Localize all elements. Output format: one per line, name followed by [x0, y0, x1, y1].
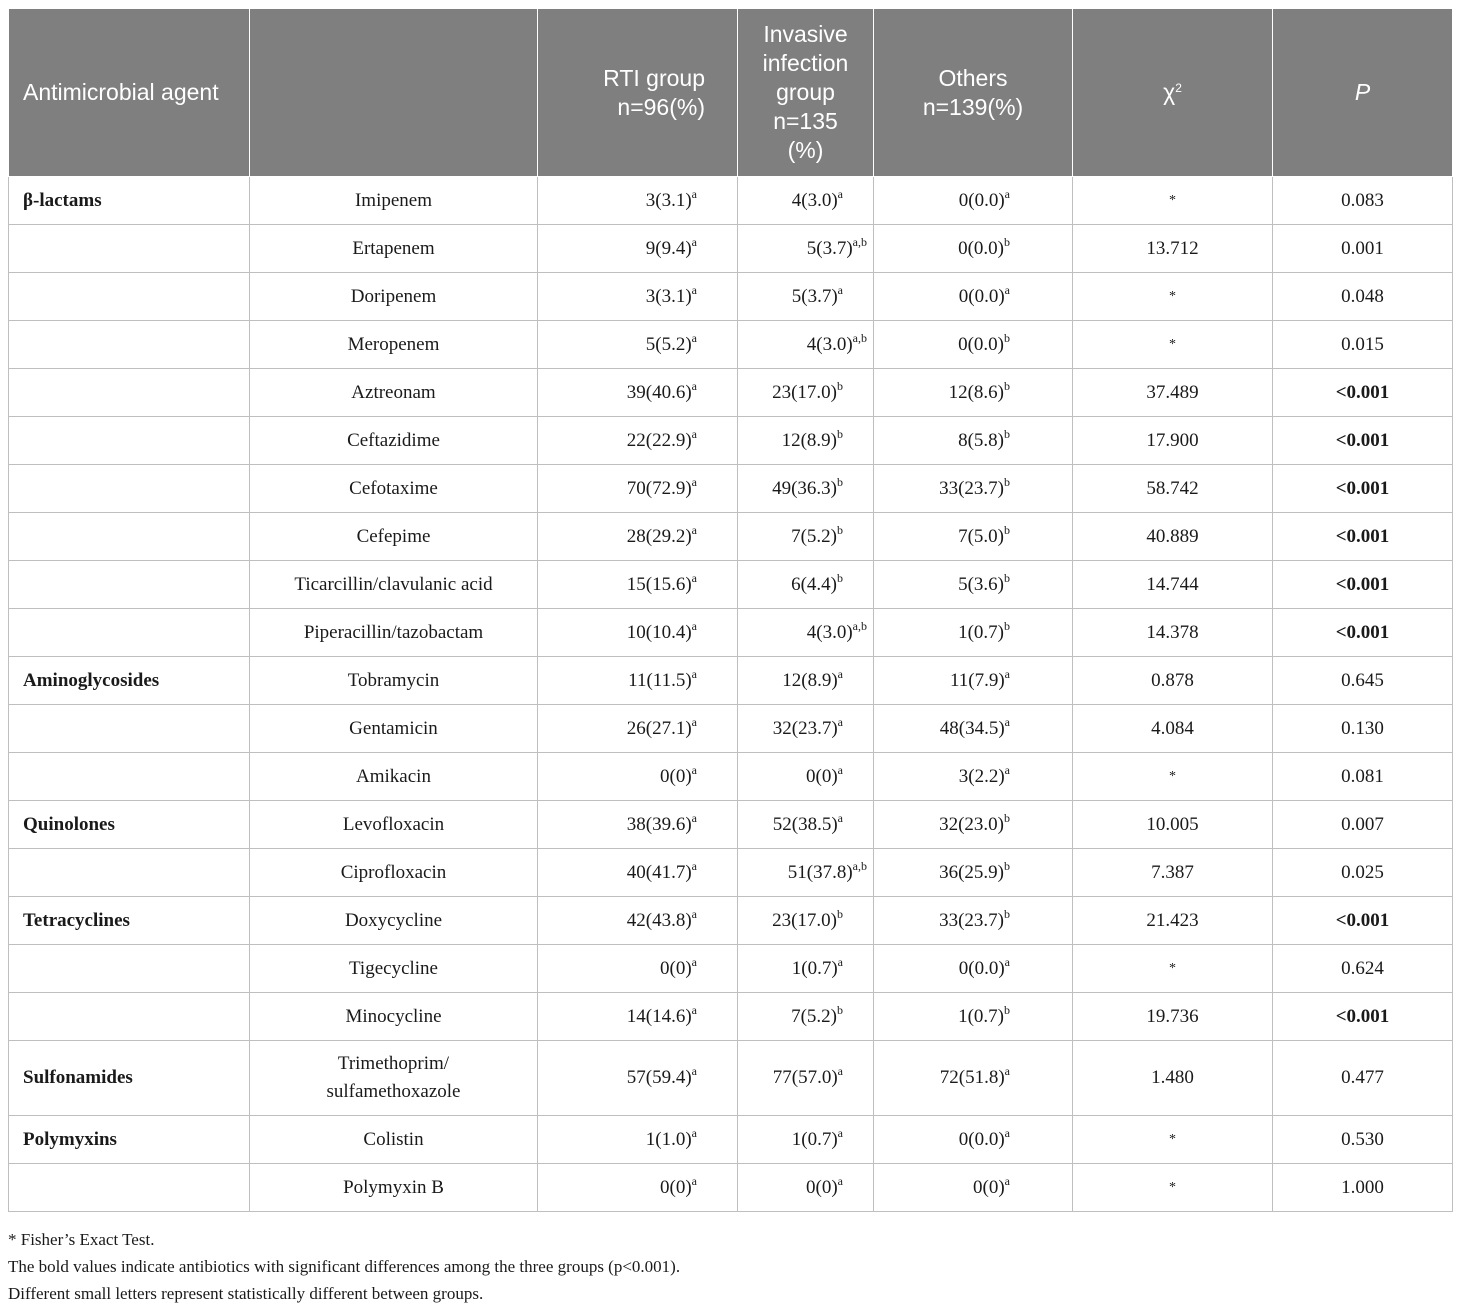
p-value-cell: 0.007 [1273, 801, 1453, 849]
table-row [9, 1164, 1453, 1212]
rti-value-cell: $5(5.2)^a$ [538, 321, 738, 369]
invasive-value-cell: $5(3.7)^a$ [738, 273, 874, 321]
others-value-cell: $3(2.2)^a$ [874, 753, 1073, 801]
others-value-cell: $0(0.0)^b$ [874, 225, 1073, 273]
category-cell [9, 705, 250, 753]
others-value-cell: $12(8.6)^b$ [874, 369, 1073, 417]
table-row [9, 897, 1453, 945]
table-row [9, 177, 1453, 225]
drug-name-cell: Ciprofloxacin [250, 849, 538, 897]
drug-name-cell: Doripenem [250, 273, 538, 321]
others-value-cell: $8(5.8)^b$ [874, 417, 1073, 465]
invasive-value-cell: $23(17.0)^b$ [738, 369, 874, 417]
drug-name-cell: Ticarcillin/clavulanic acid [250, 561, 538, 609]
rti-value-cell: $57(59.4)^a$ [538, 1041, 738, 1116]
rti-value-cell: $0(0)^a$ [538, 1164, 738, 1212]
invasive-value-cell: $12(8.9)^b$ [738, 417, 874, 465]
drug-name-cell: Ceftazidime [250, 417, 538, 465]
drug-name-cell: Meropenem [250, 321, 538, 369]
invasive-value-cell: $6(4.4)^b$ [738, 561, 874, 609]
drug-name-cell: Tobramycin [250, 657, 538, 705]
drug-name-cell: Ertapenem [250, 225, 538, 273]
p-value-cell: <0.001 [1273, 561, 1453, 609]
category-cell [9, 609, 250, 657]
p-value-cell: <0.001 [1273, 993, 1453, 1041]
category-cell [9, 513, 250, 561]
category-cell [9, 321, 250, 369]
p-value-cell: <0.001 [1273, 609, 1453, 657]
category-cell [9, 945, 250, 993]
invasive-value-cell: $77(57.0)^a$ [738, 1041, 874, 1116]
p-value-cell: <0.001 [1273, 369, 1453, 417]
table-row [9, 561, 1453, 609]
invasive-value-cell: $1(0.7)^a$ [738, 945, 874, 993]
chi-square-cell: * [1073, 1116, 1273, 1164]
others-value-cell: $1(0.7)^b$ [874, 609, 1073, 657]
table-row [9, 1116, 1453, 1164]
category-cell [9, 225, 250, 273]
category-cell [9, 369, 250, 417]
chi-square-cell: 58.742 [1073, 465, 1273, 513]
drug-name-cell: Polymyxin B [250, 1164, 538, 1212]
category-cell: Quinolones [9, 801, 250, 849]
footnote-bold: The bold values indicate antibiotics with significant differences among the three groups (p<0.001). [8, 1257, 681, 1276]
category-cell: Sulfonamides [9, 1041, 250, 1116]
header-rti-group: RTI group n=96(%) [538, 9, 738, 177]
category-cell [9, 465, 250, 513]
rti-value-cell: $11(11.5)^a$ [538, 657, 738, 705]
rti-value-cell: $28(29.2)^a$ [538, 513, 738, 561]
rti-value-cell: $3(3.1)^a$ [538, 177, 738, 225]
p-value-cell: 1.000 [1273, 1164, 1453, 1212]
invasive-value-cell: $0(0)^a$ [738, 753, 874, 801]
others-value-cell: $1(0.7)^b$ [874, 993, 1073, 1041]
footnote-fisher: * Fisher’s Exact Test. [8, 1230, 155, 1249]
category-cell: Polymyxins [9, 1116, 250, 1164]
table-footnotes [8, 1226, 680, 1307]
others-value-cell: $0(0.0)^a$ [874, 273, 1073, 321]
drug-name-cell: Levofloxacin [250, 801, 538, 849]
invasive-value-cell: $0(0)^a$ [738, 1164, 874, 1212]
rti-value-cell: $1(1.0)^a$ [538, 1116, 738, 1164]
rti-value-cell: $3(3.1)^a$ [538, 273, 738, 321]
invasive-value-cell: $5(3.7)^{a,b}$ [738, 225, 874, 273]
chi-square-cell: 19.736 [1073, 993, 1273, 1041]
table-row [9, 801, 1453, 849]
p-value-cell: 0.025 [1273, 849, 1453, 897]
rti-value-cell: $14(14.6)^a$ [538, 993, 738, 1041]
table-row [9, 609, 1453, 657]
invasive-value-cell: $7(5.2)^b$ [738, 513, 874, 561]
drug-name-cell: Tigecycline [250, 945, 538, 993]
chi-square-cell: 37.489 [1073, 369, 1273, 417]
drug-name-cell: Colistin [250, 1116, 538, 1164]
category-cell [9, 417, 250, 465]
others-value-cell: $0(0.0)^a$ [874, 1116, 1073, 1164]
chi-square-cell: 0.878 [1073, 657, 1273, 705]
p-value-cell: 0.530 [1273, 1116, 1453, 1164]
chi-square-cell: 13.712 [1073, 225, 1273, 273]
others-value-cell: $33(23.7)^b$ [874, 897, 1073, 945]
rti-value-cell: $39(40.6)^a$ [538, 369, 738, 417]
category-cell [9, 849, 250, 897]
category-cell: β-lactams [9, 177, 250, 225]
others-value-cell: $11(7.9)^a$ [874, 657, 1073, 705]
p-value-cell: <0.001 [1273, 513, 1453, 561]
table-row [9, 993, 1453, 1041]
p-value-cell: 0.081 [1273, 753, 1453, 801]
rti-value-cell: $9(9.4)^a$ [538, 225, 738, 273]
invasive-value-cell: $23(17.0)^b$ [738, 897, 874, 945]
category-cell [9, 993, 250, 1041]
header-chi-square: $\chi^2$ [1073, 9, 1273, 177]
table-row [9, 321, 1453, 369]
others-value-cell: $0(0.0)^a$ [874, 177, 1073, 225]
category-cell: Tetracyclines [9, 897, 250, 945]
p-value-cell: 0.130 [1273, 705, 1453, 753]
invasive-value-cell: $1(0.7)^a$ [738, 1116, 874, 1164]
rti-value-cell: $70(72.9)^a$ [538, 465, 738, 513]
p-value-cell: 0.015 [1273, 321, 1453, 369]
table-row [9, 657, 1453, 705]
table-row [9, 945, 1453, 993]
table-row [9, 465, 1453, 513]
results-table [8, 8, 1453, 1212]
table-row [9, 273, 1453, 321]
drug-name-cell: Cefepime [250, 513, 538, 561]
table-row [9, 753, 1453, 801]
chi-square-cell: 1.480 [1073, 1041, 1273, 1116]
category-cell: Aminoglycosides [9, 657, 250, 705]
chi-square-cell: 14.744 [1073, 561, 1273, 609]
chi-square-cell: 14.378 [1073, 609, 1273, 657]
header-invasive-group: Invasive infection group n=135 (%) [738, 9, 874, 177]
drug-name-cell: Trimethoprim/ sulfamethoxazole [250, 1041, 538, 1116]
table-row [9, 417, 1453, 465]
rti-value-cell: $26(27.1)^a$ [538, 705, 738, 753]
rti-value-cell: $38(39.6)^a$ [538, 801, 738, 849]
p-value-cell: 0.083 [1273, 177, 1453, 225]
category-cell [9, 753, 250, 801]
header-agent: Antimicrobial agent [9, 9, 250, 177]
p-value-cell: 0.001 [1273, 225, 1453, 273]
drug-name-cell: Amikacin [250, 753, 538, 801]
others-value-cell: $0(0)^a$ [874, 1164, 1073, 1212]
p-value-cell: <0.001 [1273, 417, 1453, 465]
p-value-cell: 0.645 [1273, 657, 1453, 705]
header-p-value: P [1273, 9, 1453, 177]
drug-name-cell: Gentamicin [250, 705, 538, 753]
invasive-value-cell: $32(23.7)^a$ [738, 705, 874, 753]
invasive-value-cell: $4(3.0)^{a,b}$ [738, 609, 874, 657]
chi-square-cell: * [1073, 273, 1273, 321]
drug-name-cell: Aztreonam [250, 369, 538, 417]
rti-value-cell: $42(43.8)^a$ [538, 897, 738, 945]
p-value-cell: 0.048 [1273, 273, 1453, 321]
others-value-cell: $72(51.8)^a$ [874, 1041, 1073, 1116]
invasive-value-cell: $4(3.0)^a$ [738, 177, 874, 225]
invasive-value-cell: $52(38.5)^a$ [738, 801, 874, 849]
others-value-cell: $48(34.5)^a$ [874, 705, 1073, 753]
table-row [9, 513, 1453, 561]
chi-square-cell: * [1073, 1164, 1273, 1212]
invasive-value-cell: $51(37.8)^{a,b}$ [738, 849, 874, 897]
rti-value-cell: $40(41.7)^a$ [538, 849, 738, 897]
header-row [9, 9, 1453, 177]
p-value-cell: <0.001 [1273, 897, 1453, 945]
chi-square-cell: * [1073, 945, 1273, 993]
others-value-cell: $36(25.9)^b$ [874, 849, 1073, 897]
rti-value-cell: $0(0)^a$ [538, 945, 738, 993]
chi-square-cell: 40.889 [1073, 513, 1273, 561]
others-value-cell: $0(0.0)^a$ [874, 945, 1073, 993]
rti-value-cell: $10(10.4)^a$ [538, 609, 738, 657]
rti-value-cell: $0(0)^a$ [538, 753, 738, 801]
chi-square-cell: 7.387 [1073, 849, 1273, 897]
table-row [9, 705, 1453, 753]
chi-square-cell: 17.900 [1073, 417, 1273, 465]
category-cell [9, 273, 250, 321]
invasive-value-cell: $7(5.2)^b$ [738, 993, 874, 1041]
p-value-cell: 0.477 [1273, 1041, 1453, 1116]
chi-square-cell: * [1073, 177, 1273, 225]
header-others-group: Others n=139(%) [874, 9, 1073, 177]
chi-square-cell: 10.005 [1073, 801, 1273, 849]
table-row [9, 369, 1453, 417]
rti-value-cell: $15(15.6)^a$ [538, 561, 738, 609]
others-value-cell: $5(3.6)^b$ [874, 561, 1073, 609]
drug-name-cell: Imipenem [250, 177, 538, 225]
chi-square-cell: 21.423 [1073, 897, 1273, 945]
chi-square-cell: 4.084 [1073, 705, 1273, 753]
p-value-cell: 0.624 [1273, 945, 1453, 993]
invasive-value-cell: $4(3.0)^{a,b}$ [738, 321, 874, 369]
footnote-letters: Different small letters represent statistically different between groups. [8, 1284, 484, 1303]
drug-name-cell: Piperacillin/tazobactam [250, 609, 538, 657]
table-row [9, 225, 1453, 273]
invasive-value-cell: $12(8.9)^a$ [738, 657, 874, 705]
invasive-value-cell: $49(36.3)^b$ [738, 465, 874, 513]
table-row [9, 849, 1453, 897]
category-cell [9, 1164, 250, 1212]
table-row [9, 1041, 1453, 1116]
category-cell [9, 561, 250, 609]
header-drug [250, 9, 538, 177]
others-value-cell: $33(23.7)^b$ [874, 465, 1073, 513]
chi-square-cell: * [1073, 753, 1273, 801]
drug-name-cell: Cefotaxime [250, 465, 538, 513]
others-value-cell: $32(23.0)^b$ [874, 801, 1073, 849]
chi-square-cell: * [1073, 321, 1273, 369]
p-value-cell: <0.001 [1273, 465, 1453, 513]
rti-value-cell: $22(22.9)^a$ [538, 417, 738, 465]
drug-name-cell: Minocycline [250, 993, 538, 1041]
others-value-cell: $0(0.0)^b$ [874, 321, 1073, 369]
others-value-cell: $7(5.0)^b$ [874, 513, 1073, 561]
drug-name-cell: Doxycycline [250, 897, 538, 945]
